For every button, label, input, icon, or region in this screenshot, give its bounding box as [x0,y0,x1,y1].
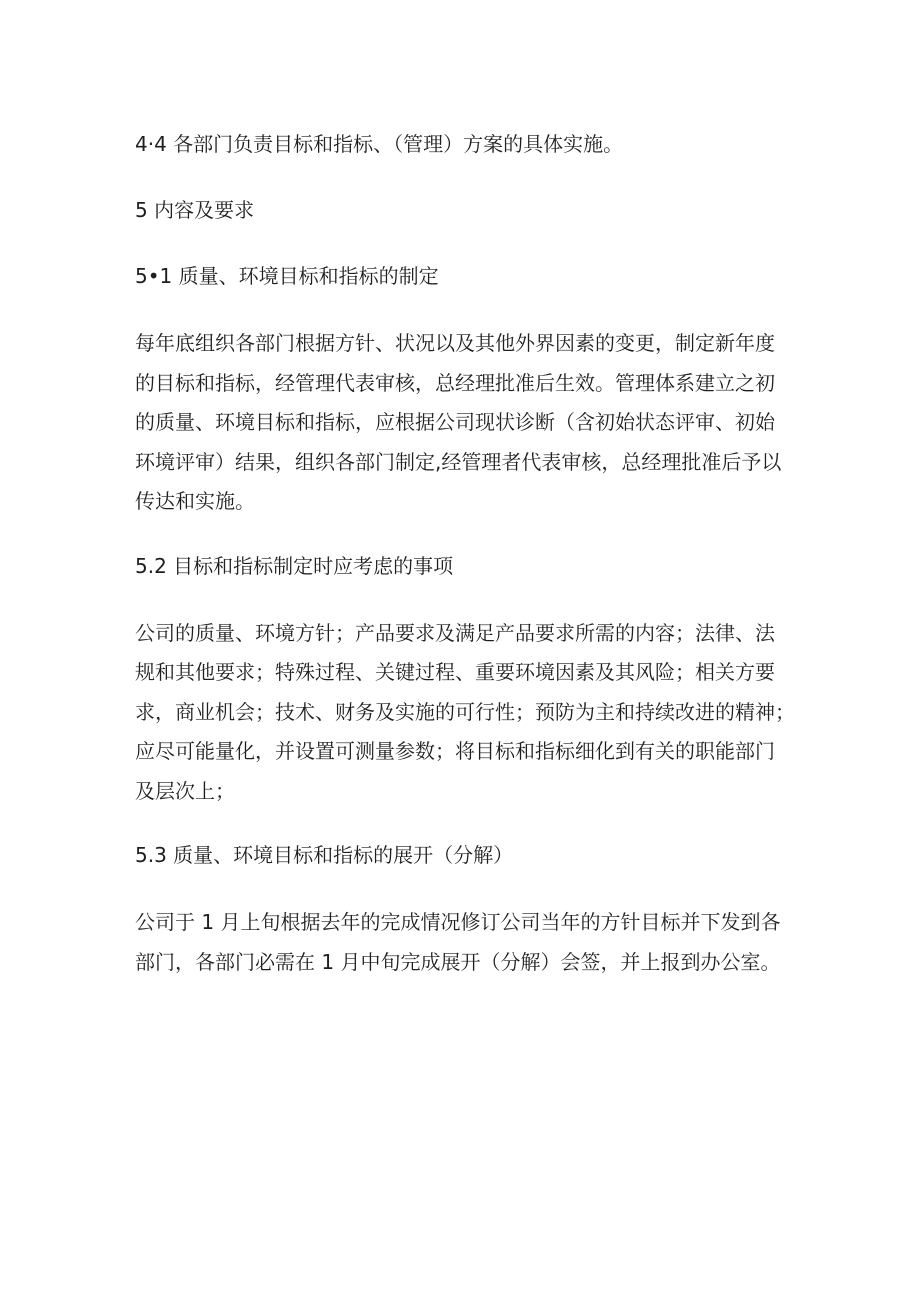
paragraph-line: 部门，各部门必需在 1 月中旬完成展开（分解）会签，并上报到办公室。 [135,949,781,974]
section-5-1-title: 5•1 质量、环境目标和指标的制定 [135,264,439,288]
section-5-3-title: 5.3 质量、环境目标和指标的展开（分解） [135,843,514,867]
paragraph-line: 的质量、环境目标和指标，应根据公司现状诊断（含初始状态评审、初始 [135,410,775,434]
section-5-2-title: 5.2 目标和指标制定时应考虑的事项 [135,553,454,578]
paragraph-line: 求，商业机会；技术、财务及实施的可行性；预防为主和持续改进的精神； [135,699,795,724]
paragraph-line: 规和其他要求；特殊过程、关键过程、重要环境因素及其风险；相关方要 [135,660,775,684]
paragraph-line: 每年底组织各部门根据方针、状况以及其他外界因素的变更，制定新年度 [135,331,775,355]
section-4-4-text: 4·4 各部门负责目标和指标、（管理）方案的具体实施。 [135,132,624,156]
document-body [135,126,800,1008]
paragraph-line: 公司于 1 月上旬根据去年的完成情况修订公司当年的方针目标并下发到各 [135,910,781,934]
paragraph-line: 传达和实施。 [135,489,255,513]
paragraph-line: 环境评审）结果，组织各部门制定,经管理者代表审核，总经理批准后予以 [135,449,782,474]
section-5-title: 5 内容及要求 [135,198,255,222]
section-5-2-paragraph [135,614,800,812]
paragraph-line: 的目标和指标，经管理代表审核，总经理批准后生效。管理体系建立之初 [135,370,775,395]
section-5-1-paragraph [135,324,800,522]
paragraph-line: 应尽可能量化，并设置可测量参数；将目标和指标细化到有关的职能部门 [135,739,775,763]
paragraph-line: 及层次上； [135,778,235,803]
section-5-3-paragraph [135,903,800,982]
paragraph-line: 公司的质量、环境方针；产品要求及满足产品要求所需的内容；法律、法 [135,620,775,645]
